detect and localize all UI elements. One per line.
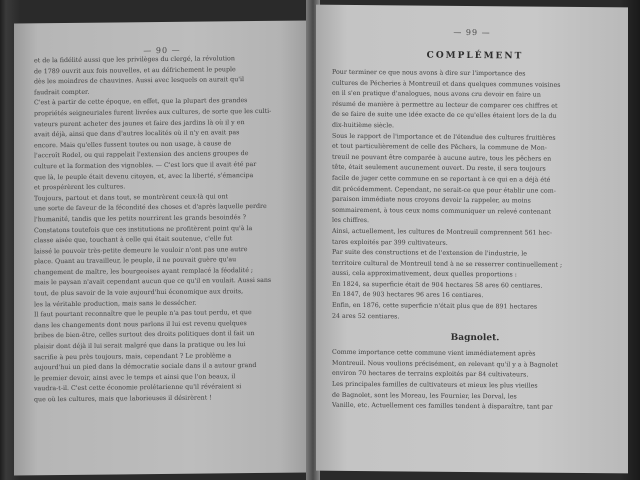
text-line: les la véritable production, mais sans le dessécher. (34, 299, 197, 308)
text-line: Pour terminer ce que nous avons à dire sur l'importance des (332, 68, 526, 78)
text-line: bribes de bien-être, celles surtout des droits politiques dont il fait un (34, 330, 255, 340)
text-line: dans les changements dont nous parlons il lui est revenu quelques (34, 319, 247, 330)
text-line: En 1824, sa superficie était de 904 hectares 58 ares 60 centiares. (332, 280, 543, 290)
text-line: aujourd'hui un pied dans la démocratie sociale dans il a autour grand (34, 362, 257, 372)
text-line: tête, était seulement aucunement ouvert. Du reste, il sera toujours (332, 164, 546, 173)
text-line: une sorte de faveur de la fécondité des choses et d'après laquelle perdre (34, 203, 267, 213)
text-line: place. Quant au travailleur, le peuple, il ne pouvait guère qu'au (34, 256, 237, 266)
text-line: Sous le rapport de l'importance et de l'étendue des cultures fruitières (332, 132, 556, 142)
text-line: en il s'en pratique d'analogues, nous avons cru devoir en faire un (332, 89, 541, 99)
text-line: laissé le pouvoir très-petite demeure le vouloir n'ont pas une autre (34, 245, 248, 256)
text-line: territoire cultural de Montreuil tend à ne se resserrer continuellement ; (332, 259, 563, 269)
text-line: et prospérèrent les cultures. (34, 183, 126, 192)
text-line: Les principales familles de cultivateurs et mieux les plus vieilles (332, 380, 538, 390)
right-page-number: — 99 — (453, 27, 491, 38)
text-line: mais le paysan n'avait cependant aucun que ce qu'il en voulait. Aussi sans (34, 277, 272, 287)
left-page-text (14, 53, 310, 406)
text-line: changement de maître, les bourgeoises ayant remplacé la féodalité ; (34, 266, 254, 277)
text-line: En 1847, de 903 hectares 96 ares 16 centiares. (332, 291, 484, 300)
text-line: paraison immédiate nous croyons devoir la rappeler, au moins (332, 195, 531, 205)
text-line: de se faire de suite une idée exacte de ce qu'elles étaient lors de la du (332, 111, 557, 121)
text-line: C'est à partir de cette époque, en effet, que la plupart des grandes (34, 97, 248, 107)
right-page-text-a (332, 68, 618, 325)
text-line: résumé de manière à permettre au lecteur de comparer ces chiffres et (332, 100, 558, 110)
text-line: sommairement, à tous ceux noms communiquer un relevé contenant (332, 206, 552, 216)
text-line: Ainsi, actuellement, les cultures de Montreuil comprennent 561 hec- (332, 227, 552, 237)
text-line: Vanille, etc. Actuellement ces familles tendent à disparaître, tant par (332, 401, 553, 411)
text-line: Toujours, partout et dans tout, se montrèrent ceux-là qui ont (34, 193, 229, 203)
text-line: et de la fidélité aussi que les privilèges du clergé, la révolution (34, 55, 235, 65)
text-line: les chiffres. (332, 217, 370, 225)
text-line: de 1789 ouvrit aux fois nouvelles, et au défrichement le peuple (34, 65, 236, 75)
text-line: Enfin, en 1876, cette superficie n'était plus que de 891 hectares (332, 301, 538, 311)
text-line: le premier devoir, ainsi avec le temps et ainsi que l'on beaux, il (34, 373, 236, 383)
text-line: vateurs purent acheter des jaunes et faire des jardins là où il y en (34, 118, 245, 128)
text-line: culture et la formation des vignobles. — C'est lors que il avait été par (34, 160, 257, 171)
text-line: environ 70 hectares de terrains exploités par 84 cultivateurs. (332, 370, 529, 379)
text-line: treuil ne pouvant être comparée à aucune autre, tous les pêchers en (332, 153, 552, 163)
text-line: faudrait compter. (34, 88, 90, 97)
text-line: propriétés seigneuriales furent livrées aux cultures, de sorte que les culti- (34, 107, 272, 118)
text-line: encore. Mais qu'elles fussent toutes ou non usage, à cause de (34, 140, 232, 150)
left-page-number: — 90 — (143, 45, 181, 56)
text-line: Par suite des constructions et de l'extension de l'industrie, le (332, 248, 527, 258)
text-line: Montreuil. Nous voulions précisément, en relevant qu'il y a à Bagnolet (332, 359, 558, 369)
text-line: l'accroît Rodel, ou qui rappelait l'extension des anciens groupes de (34, 150, 249, 160)
text-line: plaisir dont déjà il lui serait malgré que dans la pratique ou les lui (34, 341, 246, 351)
left-page (14, 20, 310, 475)
text-line: cultures de Pécheries à Montreuil et dans quelques communes voisines (332, 79, 561, 89)
text-line: de Bagnolet, sont les Moreau, les Fournier, les Dorval, les (332, 391, 517, 401)
text-line: tout, de plus savoir de la voie aujourd'hui économique aux droits, (34, 288, 244, 298)
text-line: dix-huitième siècle. (332, 121, 394, 130)
text-line: avait déjà, ainsi que dans d'autres localités où il n'y en avait pas (34, 129, 240, 139)
right-page (316, 5, 628, 474)
text-line: classe aisée que, touchant à celle qui était soutenue, c'elle fut (34, 235, 233, 245)
text-line: que où les cultures, mais que laborieuses il désirèrent ! (34, 394, 212, 404)
text-line: sacrifie à peu près toujours, mais, cependant ? Le problème a (34, 351, 232, 361)
text-line: facile de juger cette commune en se reportant à ce qui en a déjà été (332, 174, 551, 184)
text-line: tares exploités par 399 cultivateurs. (332, 238, 448, 247)
text-line: Il faut pourtant reconnaître que le peuple n'a pas tout perdu, et que (34, 309, 252, 319)
text-line: Comme importance cette commune vient immédiatement après (332, 349, 536, 358)
text-line: aussi, cela approximativement, deux quelles proportions : (332, 270, 517, 279)
text-line: Constatons toutefois que ces institutions ne profitèrent point qu'à la (34, 224, 253, 234)
text-line: 24 ares 52 centiares. (332, 312, 400, 321)
text-line: vaudra-t-il. C'est cette économie prolétarienne qu'il révéraient si (34, 383, 242, 393)
text-line: dès les moindres de chauvines. Aussi avec lesquels on aurait qu'il (34, 76, 245, 86)
section-heading: COMPLÉMENT (426, 50, 524, 62)
section-subheading: Bagnolet. (450, 333, 500, 344)
text-line: que là, le peuple était devenu citoyen, et, avec la liberté, s'émancipa (34, 171, 254, 181)
text-line: dit précédemment. Cependant, ne serait-ce que pour établir une com- (332, 185, 556, 195)
text-line: l'humanité, tandis que les petits nourrirent les grands besoindés ? (34, 214, 246, 224)
text-line: et tout particulièrement de celle des Pêchers, la commune de Mon- (332, 142, 547, 152)
right-page-text-b (332, 348, 618, 414)
